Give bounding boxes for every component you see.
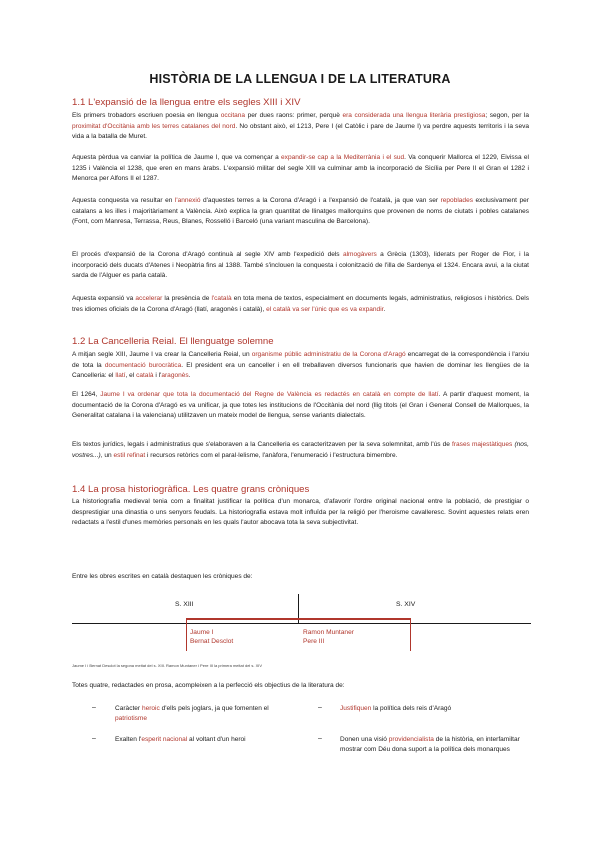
text-run: . Va conquerir Mallorca el 1229, Eivissa el 1235 i València el 1238, que eren en mans àrabs. L'expansió militar del segle XIII va culminar amb la incorporació de Sicília per Pere II el Gran el 1282 i Menorca per Alfons II el 1287. [72,154,529,183]
timeline-highlight-bar [186,618,410,620]
highlight-text: heroic [141,705,160,712]
text-run: d'ells pels joglars, ja que fomenten el [159,705,269,712]
bullet-dash: – [92,704,96,711]
paragraph [72,350,529,382]
highlight-text: llatí [115,372,126,380]
paragraph [72,294,529,315]
text-run: a Grècia (1303), liderats per Roger de Flor, i la incorporació dels ducats d'Atenes i Neopàtria fins al 1388. També s'inclouen la conquesta i colonització de l'illa de Sardenya el 1324. Encara avui, a la ciutat sarda de l'Alguer es parla català. [72,251,529,280]
text-run: la presència de [162,295,212,302]
chronicler-name: Jaume I [190,629,214,636]
text-run: exclusivament per catalans a les illes i majoritàriament a València. Això explica la gran quantitat de llinatges mallorquins que provenen de noms de ciutats i pobles catalanes (Font, com Manresa, Terrassa, Reus, Blanes, Rosselló i Barceló (una variant masculina de Barcelona). [72,197,529,226]
text-run: A mitjan segle XIII, Jaume I va crear la Cancelleria Reial, un [72,351,252,358]
text-run: Donen una visió [340,736,389,743]
highlight-text: frases majestàtiques [452,441,513,448]
highlight-text: expandir-se cap a la Mediterrània i el sud [281,154,405,161]
section-heading-1-4: 1.4 La prosa historiogràfica. Les quatre grans cròniques [72,484,310,495]
text-run: Caràcter [115,705,142,712]
section-heading-1-1: 1.1 L'expansió de la llengua entre els segles XIII i XIV [72,97,301,108]
list-item [115,735,290,745]
text-run: Aquesta conquesta va resultar en [72,197,175,204]
highlight-text: era considerada una llengua literària prestigiosa [342,112,486,119]
bullet-dash: – [318,735,322,742]
text-run: , un [100,451,114,459]
footnote: Jaume I i Bernat Desclot la segona meitat del s. XIII. Ramon Muntaner i Pere III la primera meitat del s. XIV [72,663,263,668]
timeline-axis [72,623,531,624]
text-run: . [188,372,191,380]
bullet-dash: – [92,735,96,742]
highlight-text: patriotisme [115,715,148,722]
text-run: , [262,305,267,313]
text-run: al voltant d'un heroi [187,736,246,743]
text-run: i l' [153,372,162,380]
text-run: per dues raons: primer, perquè [245,112,343,119]
text-run: d'aquestes terres a la Corona d'Aragó i a l'expansió de l'català, ja que van ser [200,197,441,204]
highlight-text: estil refinat [113,451,146,459]
page-title: HISTÒRIA DE LA LLENGUA I DE LA LITERATURA [149,72,451,86]
text-run: en tota mena de textos, especialment en documents legals, administratius, religiosos i històrics. Dels [231,295,529,302]
paragraph [72,390,529,422]
text-run: , el [125,372,137,380]
highlight-text: català [136,372,154,380]
highlight-text: l'annexió [174,197,201,204]
highlight-text: Jaume I va ordenar que tota la documentació del Regne de València es redactés en català en compte de llatí [100,391,439,398]
paragraph [72,250,529,282]
highlight-text: el català va ser l'únic que es va expandir [266,305,384,313]
timeline-intro: Entre les obres escrites en català destaquen les cròniques de: [72,573,253,580]
text-run: El 1264, [72,391,101,398]
section-heading-1-2: 1.2 La Cancelleria Reial. El llenguatge solemne [72,336,274,347]
timeline-tick [410,618,411,651]
text-run: ; segon, per la [485,112,529,119]
text-run: Els textos jurídics, legals i administratius que s'elaboraven a la Cancelleria es caracteritzaven per la seva solemnitat, amb l'ús de [72,441,453,448]
text-run: encarregat de la correspondència i l'arxiu de tota la [72,351,529,369]
highlight-text: repoblades [440,197,473,204]
paragraph [72,153,529,185]
text-run: . El president era un canceller i en ell treballaven diversos funcionaris que havien de dominar les llengües de la Cancelleria: el [72,361,529,380]
text-run: tres idiomes oficials de la Corona d'Aragó (llatí, aragonès i català) [72,305,263,313]
chronicler-name: Bernat Desclot [190,638,234,645]
text-run: Aquesta expansió va [72,295,136,302]
paragraph [72,111,529,143]
list-item [340,704,520,714]
text-run: . A partir d'aquest moment, la documentació de la Corona d'Aragó es va unificar, ja que totes les institucions de l'Occitània del nord (llig titols (el Gran i General Consell de Mallorques, la Generalitat catalana i la valenciana) utilitzaven un mateix model de llengua, sense variants dialectals. [72,391,529,420]
text-run: . No obstant això, el 1213, Pere I (el Catòlic i pare de Jaume I) va perdre aquests territoris i la seva vida a la batalla de Muret. [72,122,529,141]
text-run: la política dels reis d'Aragó [371,705,452,712]
highlight-text: l'català [211,295,232,302]
text-run: . [383,305,386,313]
list-item [340,735,520,755]
paragraph: La historiografia medieval tenia com a finalitat justificar la política d'un monarca, d'afavorir l'ordre original nacional entre la població, de prestigiar o desprestigiar una dinastia o uns senyors feudals. La historiografia estava molt influïda per la religió per l'heroisme cavalleresc. Sovint aquestes relats eren redactats a l'estil d'unes memòries personals en les quals l'autor abocava tota la seva subjectivitat. [72,498,529,527]
text-run: Aquesta pèrdua va canviar la política de Jaume I, que va començar a [72,154,282,161]
timeline-label-s14: S. XIV [396,601,416,608]
highlight-text: proximitat d'Occitània amb les terres catalanes del nord [72,122,236,130]
highlight-text: esperit nacional [141,736,188,743]
highlight-text: aragonès [161,372,189,380]
summary-text: Totes quatre, redactades en prosa, acompleixen a la perfecció els objectius de la literatura de: [72,682,345,689]
highlight-text: accelerar [135,295,163,302]
paragraph [72,440,529,461]
highlight-text: organisme públic administratiu de la Corona d'Aragó [251,351,406,358]
highlight-text: Justifiquen [340,705,372,712]
text-run: Exalten l' [115,736,142,743]
highlight-text: almogàvers [342,251,377,258]
timeline-tick [186,618,187,651]
highlight-text: occitana [220,112,246,119]
text-run: Els primers trobadors escriuen poesia en llengua [72,112,221,119]
chronicler-name: Pere III [303,638,325,645]
text-run: i recursos retòrics com el paral·lelisme, l'anàfora, l'enumeració i l'estructura bimembre. [145,451,398,459]
paragraph [72,196,529,228]
text-run: El procés d'expansió de la Corona d'Aragó continuà al segle XIV amb l'expedició dels [72,251,343,258]
chronicler-name: Ramon Muntaner [303,629,354,636]
italic-text: (nos, vostres...) [72,441,529,459]
highlight-text: providencialista [388,736,434,743]
bullet-dash: – [318,704,322,711]
timeline-label-s13: S. XIII [175,601,194,608]
highlight-text: documentació burocràtica [104,361,182,369]
text-run: de la història, en interfamiltar mostrar com Déu dona suport a la política dels monarques [340,736,520,753]
list-item [115,704,285,724]
